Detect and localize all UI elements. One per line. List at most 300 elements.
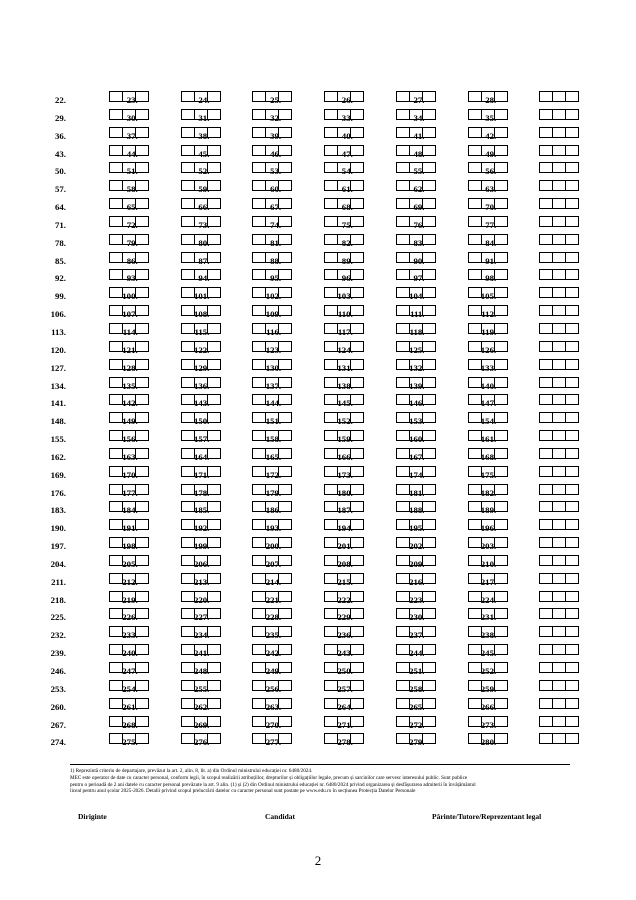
code-box[interactable] [396,501,410,512]
code-box[interactable] [468,555,482,566]
code-box[interactable] [552,466,566,477]
code-box[interactable] [539,608,553,619]
code-box[interactable] [324,501,338,512]
code-box[interactable] [324,591,338,602]
code-box[interactable] [324,359,338,370]
code-box[interactable] [539,269,553,280]
code-box[interactable] [468,519,482,530]
code-box[interactable] [468,377,482,388]
code-box[interactable] [565,573,579,584]
code-box[interactable] [181,626,195,637]
code-box[interactable] [539,626,553,637]
code-box[interactable] [468,127,482,138]
code-box[interactable] [252,537,266,548]
code-box[interactable] [181,555,195,566]
code-box[interactable] [324,394,338,405]
code-box[interactable] [468,216,482,227]
code-box[interactable] [565,127,579,138]
code-box[interactable] [252,394,266,405]
code-box[interactable] [468,733,482,744]
code-box[interactable] [552,537,566,548]
code-box[interactable] [252,644,266,655]
code-box[interactable] [109,591,123,602]
code-box[interactable] [468,626,482,637]
code-box[interactable] [539,180,553,191]
code-box[interactable] [468,608,482,619]
code-box[interactable] [181,698,195,709]
code-box[interactable] [539,323,553,334]
code-box[interactable] [468,269,482,280]
code-box[interactable] [181,466,195,477]
code-box[interactable] [539,377,553,388]
code-box[interactable] [181,680,195,691]
code-box[interactable] [396,198,410,209]
code-box[interactable] [468,573,482,584]
code-box[interactable] [539,394,553,405]
code-box[interactable] [109,162,123,173]
code-box[interactable] [468,448,482,459]
code-box[interactable] [252,466,266,477]
code-box[interactable] [324,555,338,566]
code-box[interactable] [396,466,410,477]
code-box[interactable] [252,377,266,388]
code-box[interactable] [552,430,566,441]
code-box[interactable] [324,662,338,673]
code-box[interactable] [565,305,579,316]
code-box[interactable] [324,162,338,173]
code-box[interactable] [109,269,123,280]
code-box[interactable] [396,341,410,352]
code-box[interactable] [252,216,266,227]
code-box[interactable] [468,252,482,263]
code-box[interactable] [396,359,410,370]
code-box[interactable] [396,145,410,156]
code-box[interactable] [396,91,410,102]
code-box[interactable] [181,377,195,388]
code-box[interactable] [324,287,338,298]
code-box[interactable] [539,91,553,102]
code-box[interactable] [552,644,566,655]
code-box[interactable] [552,323,566,334]
code-box[interactable] [109,716,123,727]
code-box[interactable] [109,680,123,691]
code-box[interactable] [552,162,566,173]
code-box[interactable] [109,430,123,441]
code-box[interactable] [324,733,338,744]
code-box[interactable] [565,323,579,334]
code-box[interactable] [109,305,123,316]
code-box[interactable] [552,573,566,584]
code-box[interactable] [468,394,482,405]
code-box[interactable] [565,430,579,441]
code-box[interactable] [552,252,566,263]
code-box[interactable] [324,680,338,691]
code-box[interactable] [109,109,123,120]
code-box[interactable] [181,716,195,727]
code-box[interactable] [109,180,123,191]
code-box[interactable] [109,608,123,619]
code-box[interactable] [468,537,482,548]
code-box[interactable] [324,644,338,655]
code-box[interactable] [539,484,553,495]
code-box[interactable] [252,430,266,441]
code-box[interactable] [565,733,579,744]
code-box[interactable] [539,519,553,530]
code-box[interactable] [468,359,482,370]
code-box[interactable] [396,608,410,619]
code-box[interactable] [396,234,410,245]
code-box[interactable] [552,448,566,459]
code-box[interactable] [324,323,338,334]
code-box[interactable] [539,198,553,209]
code-box[interactable] [565,198,579,209]
code-box[interactable] [565,234,579,245]
code-box[interactable] [109,626,123,637]
code-box[interactable] [565,448,579,459]
code-box[interactable] [552,269,566,280]
code-box[interactable] [468,109,482,120]
code-box[interactable] [181,733,195,744]
code-box[interactable] [324,466,338,477]
code-box[interactable] [468,644,482,655]
code-box[interactable] [181,662,195,673]
code-box[interactable] [539,555,553,566]
code-box[interactable] [109,448,123,459]
code-box[interactable] [539,109,553,120]
code-box[interactable] [565,591,579,602]
code-box[interactable] [539,662,553,673]
code-box[interactable] [324,127,338,138]
code-box[interactable] [181,305,195,316]
code-box[interactable] [324,180,338,191]
code-box[interactable] [324,519,338,530]
code-box[interactable] [109,323,123,334]
code-box[interactable] [252,716,266,727]
code-box[interactable] [109,216,123,227]
code-box[interactable] [252,269,266,280]
code-box[interactable] [539,162,553,173]
code-box[interactable] [181,448,195,459]
code-box[interactable] [468,716,482,727]
code-box[interactable] [565,162,579,173]
code-box[interactable] [552,198,566,209]
code-box[interactable] [565,608,579,619]
code-box[interactable] [565,698,579,709]
code-box[interactable] [396,269,410,280]
code-box[interactable] [552,216,566,227]
code-box[interactable] [468,484,482,495]
code-box[interactable] [565,501,579,512]
code-box[interactable] [396,109,410,120]
code-box[interactable] [324,305,338,316]
code-box[interactable] [396,733,410,744]
code-box[interactable] [252,287,266,298]
code-box[interactable] [109,466,123,477]
code-box[interactable] [109,341,123,352]
code-box[interactable] [396,448,410,459]
code-box[interactable] [252,680,266,691]
code-box[interactable] [324,716,338,727]
code-box[interactable] [396,573,410,584]
code-box[interactable] [552,484,566,495]
code-box[interactable] [565,287,579,298]
code-box[interactable] [252,412,266,423]
code-box[interactable] [109,519,123,530]
code-box[interactable] [565,145,579,156]
code-box[interactable] [539,234,553,245]
code-box[interactable] [468,305,482,316]
code-box[interactable] [109,252,123,263]
code-box[interactable] [252,591,266,602]
code-box[interactable] [468,180,482,191]
code-box[interactable] [181,608,195,619]
code-box[interactable] [552,287,566,298]
code-box[interactable] [539,733,553,744]
code-box[interactable] [552,412,566,423]
code-box[interactable] [539,591,553,602]
code-box[interactable] [181,341,195,352]
code-box[interactable] [552,305,566,316]
code-box[interactable] [552,662,566,673]
code-box[interactable] [324,698,338,709]
code-box[interactable] [468,698,482,709]
code-box[interactable] [252,234,266,245]
code-box[interactable] [252,145,266,156]
code-box[interactable] [181,591,195,602]
code-box[interactable] [552,591,566,602]
code-box[interactable] [396,716,410,727]
code-box[interactable] [396,662,410,673]
code-box[interactable] [565,626,579,637]
code-box[interactable] [252,608,266,619]
code-box[interactable] [181,394,195,405]
code-box[interactable] [565,680,579,691]
code-box[interactable] [109,394,123,405]
code-box[interactable] [181,484,195,495]
code-box[interactable] [181,430,195,441]
code-box[interactable] [324,448,338,459]
code-box[interactable] [109,91,123,102]
code-box[interactable] [539,252,553,263]
code-box[interactable] [109,537,123,548]
code-box[interactable] [539,127,553,138]
code-box[interactable] [468,91,482,102]
code-box[interactable] [324,269,338,280]
code-box[interactable] [565,216,579,227]
code-box[interactable] [552,377,566,388]
code-box[interactable] [252,109,266,120]
code-box[interactable] [324,626,338,637]
code-box[interactable] [324,484,338,495]
code-box[interactable] [468,341,482,352]
code-box[interactable] [468,145,482,156]
code-box[interactable] [324,109,338,120]
code-box[interactable] [324,430,338,441]
code-box[interactable] [324,341,338,352]
code-box[interactable] [181,162,195,173]
code-box[interactable] [396,252,410,263]
code-box[interactable] [539,216,553,227]
code-box[interactable] [552,145,566,156]
code-box[interactable] [181,519,195,530]
code-box[interactable] [552,341,566,352]
code-box[interactable] [539,359,553,370]
code-box[interactable] [552,680,566,691]
code-box[interactable] [565,519,579,530]
code-box[interactable] [324,608,338,619]
code-box[interactable] [565,180,579,191]
code-box[interactable] [552,91,566,102]
code-box[interactable] [468,412,482,423]
code-box[interactable] [552,698,566,709]
code-box[interactable] [324,377,338,388]
code-box[interactable] [252,448,266,459]
code-box[interactable] [252,662,266,673]
code-box[interactable] [552,180,566,191]
code-box[interactable] [565,555,579,566]
code-box[interactable] [109,698,123,709]
code-box[interactable] [396,484,410,495]
code-box[interactable] [552,626,566,637]
code-box[interactable] [565,484,579,495]
code-box[interactable] [539,680,553,691]
code-box[interactable] [539,305,553,316]
code-box[interactable] [252,733,266,744]
code-box[interactable] [252,127,266,138]
code-box[interactable] [252,341,266,352]
code-box[interactable] [109,198,123,209]
code-box[interactable] [109,287,123,298]
code-box[interactable] [468,162,482,173]
code-box[interactable] [539,698,553,709]
code-box[interactable] [181,287,195,298]
code-box[interactable] [565,466,579,477]
code-box[interactable] [181,269,195,280]
code-box[interactable] [181,359,195,370]
code-box[interactable] [252,573,266,584]
code-box[interactable] [565,662,579,673]
code-box[interactable] [252,626,266,637]
code-box[interactable] [396,127,410,138]
code-box[interactable] [181,252,195,263]
code-box[interactable] [539,716,553,727]
code-box[interactable] [109,555,123,566]
code-box[interactable] [109,501,123,512]
code-box[interactable] [252,252,266,263]
code-box[interactable] [109,573,123,584]
code-box[interactable] [539,430,553,441]
code-box[interactable] [468,466,482,477]
code-box[interactable] [565,269,579,280]
code-box[interactable] [552,394,566,405]
code-box[interactable] [252,484,266,495]
code-box[interactable] [565,341,579,352]
code-box[interactable] [109,234,123,245]
code-box[interactable] [396,555,410,566]
code-box[interactable] [181,198,195,209]
code-box[interactable] [539,448,553,459]
code-box[interactable] [324,573,338,584]
code-box[interactable] [539,145,553,156]
code-box[interactable] [396,287,410,298]
code-box[interactable] [552,127,566,138]
code-box[interactable] [539,287,553,298]
code-box[interactable] [252,698,266,709]
code-box[interactable] [468,198,482,209]
code-box[interactable] [181,412,195,423]
code-box[interactable] [396,305,410,316]
code-box[interactable] [181,501,195,512]
code-box[interactable] [539,466,553,477]
code-box[interactable] [539,573,553,584]
code-box[interactable] [396,644,410,655]
code-box[interactable] [252,555,266,566]
code-box[interactable] [565,537,579,548]
code-box[interactable] [181,644,195,655]
code-box[interactable] [252,305,266,316]
code-box[interactable] [252,180,266,191]
code-box[interactable] [552,519,566,530]
code-box[interactable] [565,109,579,120]
code-box[interactable] [396,216,410,227]
code-box[interactable] [324,537,338,548]
code-box[interactable] [109,377,123,388]
code-box[interactable] [396,412,410,423]
code-box[interactable] [109,359,123,370]
code-box[interactable] [565,359,579,370]
code-box[interactable] [181,537,195,548]
code-box[interactable] [109,127,123,138]
code-box[interactable] [181,234,195,245]
code-box[interactable] [565,377,579,388]
code-box[interactable] [396,591,410,602]
code-box[interactable] [552,109,566,120]
code-box[interactable] [181,180,195,191]
code-box[interactable] [468,234,482,245]
code-box[interactable] [539,537,553,548]
code-box[interactable] [468,430,482,441]
code-box[interactable] [552,234,566,245]
code-box[interactable] [396,537,410,548]
code-box[interactable] [181,573,195,584]
code-box[interactable] [552,555,566,566]
code-box[interactable] [565,412,579,423]
code-box[interactable] [539,341,553,352]
code-box[interactable] [396,698,410,709]
code-box[interactable] [252,359,266,370]
code-box[interactable] [252,323,266,334]
code-box[interactable] [396,162,410,173]
code-box[interactable] [552,501,566,512]
code-box[interactable] [181,127,195,138]
code-box[interactable] [552,716,566,727]
code-box[interactable] [552,359,566,370]
code-box[interactable] [468,680,482,691]
code-box[interactable] [109,662,123,673]
code-box[interactable] [565,716,579,727]
code-box[interactable] [324,198,338,209]
code-box[interactable] [552,608,566,619]
code-box[interactable] [252,162,266,173]
code-box[interactable] [396,430,410,441]
code-box[interactable] [324,216,338,227]
code-box[interactable] [109,484,123,495]
code-box[interactable] [565,394,579,405]
code-box[interactable] [396,323,410,334]
code-box[interactable] [468,287,482,298]
code-box[interactable] [565,91,579,102]
code-box[interactable] [565,252,579,263]
